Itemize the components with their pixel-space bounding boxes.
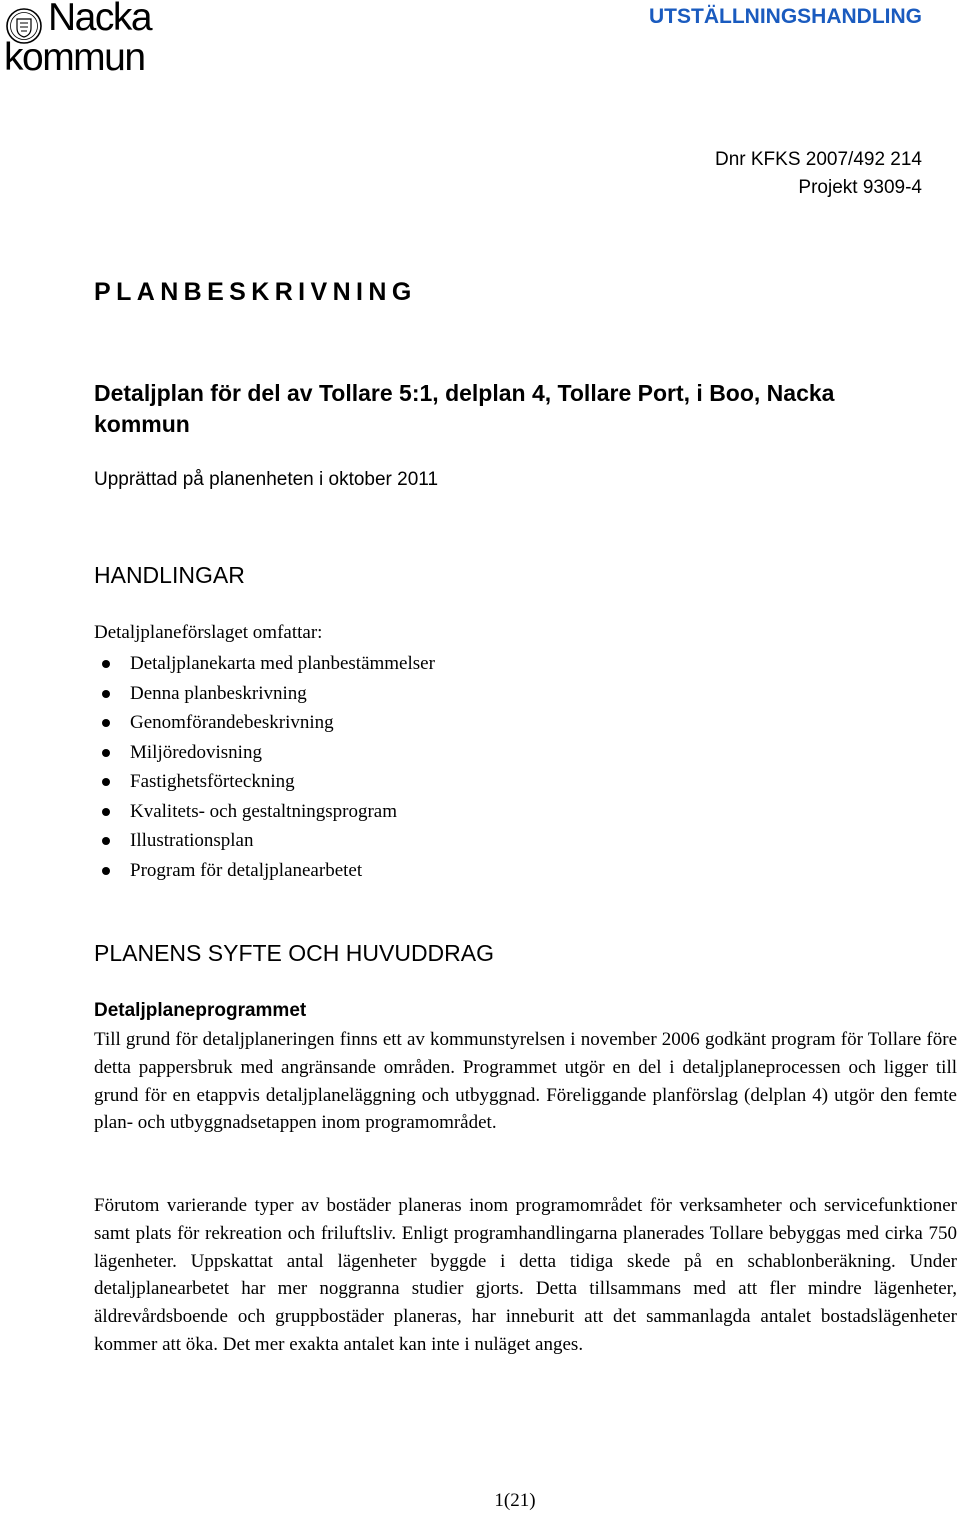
document-status-stamp: UTSTÄLLNINGSHANDLING	[649, 5, 922, 28]
list-item: Genomförandebeskrivning	[94, 711, 435, 741]
list-item: Illustrationsplan	[94, 829, 435, 859]
bullet-icon	[102, 867, 110, 875]
document-title: PLANBESKRIVNING	[94, 278, 417, 306]
logo-word-kommun: kommun	[4, 36, 145, 79]
list-item: Kvalitets- och gestaltningsprogram	[94, 800, 435, 830]
bullet-icon	[102, 749, 110, 757]
bullet-icon	[102, 660, 110, 668]
prepared-date: Upprättad på planenheten i oktober 2011	[94, 469, 439, 490]
bullet-icon	[102, 778, 110, 786]
list-item: Detaljplanekarta med planbestämmelser	[94, 652, 435, 682]
list-item: Program för detaljplanearbetet	[94, 859, 435, 889]
bullet-icon	[102, 690, 110, 698]
plan-title: Detaljplan för del av Tollare 5:1, delplan 4, Tollare Port, i Boo, Nacka kommun	[94, 380, 835, 437]
nacka-kommun-logo	[4, 0, 164, 79]
list-item: Fastighetsförteckning	[94, 770, 435, 800]
bullet-icon	[102, 719, 110, 727]
handlingar-intro: Detaljplaneförslaget omfattar:	[94, 622, 323, 643]
bullet-icon	[102, 808, 110, 816]
diary-number: Dnr KFKS 2007/492 214	[714, 149, 922, 170]
project-number: Projekt 9309-4	[798, 177, 922, 198]
list-item: Denna planbeskrivning	[94, 682, 435, 712]
reference-block	[715, 146, 922, 202]
paragraph-program: Till grund för detaljplaneringen finns ett av kommunstyrelsen i november 2006 godkänt program för Tollare före detta pappersbruk med angränsande områden. Programmet utgör en del i detaljplaneprocessen och ligger till grund för en etappvis detaljplaneläggning och utbyggnad. Föreliggande planförslag (delplan 4) utgör den femte plan- och utbyggnadsetappen inom programområdet.	[94, 1029, 957, 1134]
bullet-icon	[102, 837, 110, 845]
handlingar-heading: HANDLINGAR	[94, 562, 245, 588]
paragraph-housing: Förutom varierande typer av bostäder planeras inom programområdet för verksamheter och servicefunktioner samt plats för rekreation och friluftsliv. Enligt programhandlingarna planerades Tollare bebyggas med cirka 750 lägenheter. Uppskattat antal lägenheter byggde i detta tidiga skede på en schablonberäkning. Under detaljplanearbetet har mer noggranna studier gjorts. Detta tillsammans med att fler mindre lägenheter, äldrevårdsboende och gruppbostäder planeras, har inneburit att det sammanlagda antalet bostadslägenheter kommer att öka. Det mer exakta antalet kan inte i nuläget anges.	[94, 1195, 957, 1355]
syfte-heading: PLANENS SYFTE OCH HUVUDDRAG	[94, 940, 495, 966]
page-number: 1(21)	[494, 1490, 536, 1511]
documents-list	[94, 652, 435, 888]
list-item: Miljöredovisning	[94, 741, 435, 771]
program-subheading: Detaljplaneprogrammet	[94, 1000, 307, 1021]
logo-word-nacka: Nacka	[48, 0, 152, 39]
